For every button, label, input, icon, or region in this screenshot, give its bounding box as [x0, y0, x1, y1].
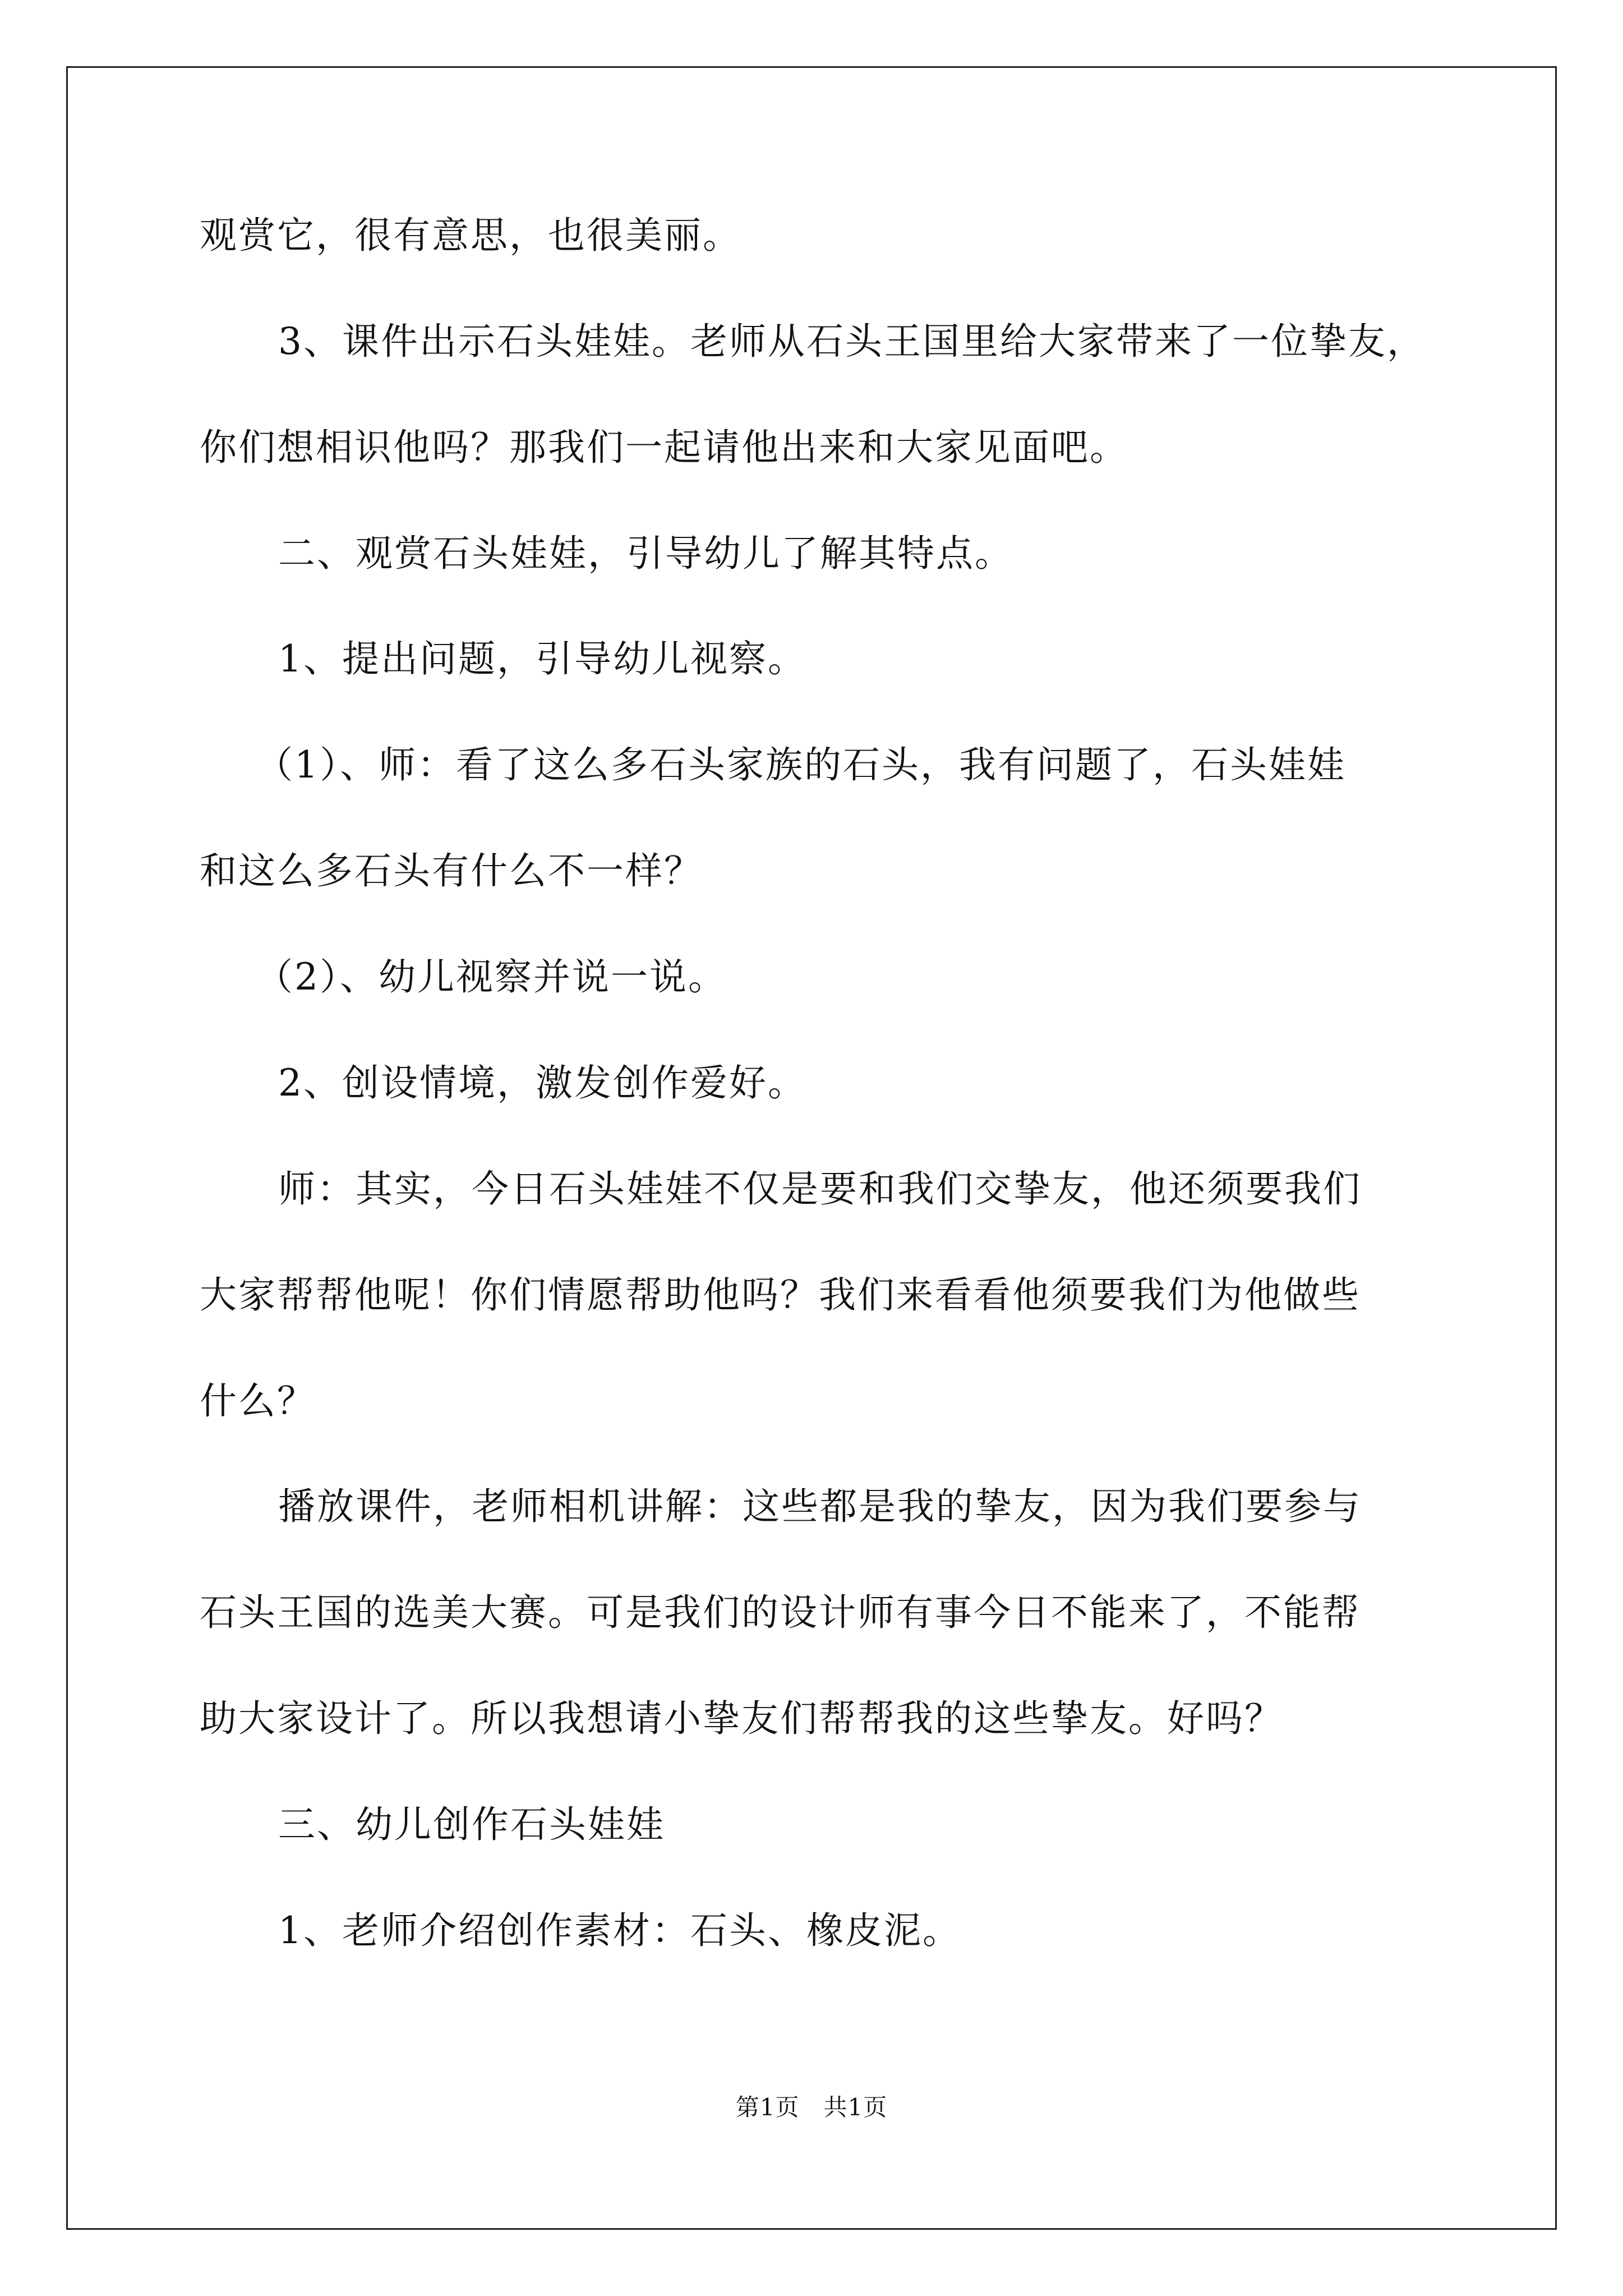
text-line: 1、老师介绍创作素材：石头、橡皮泥。 — [278, 1909, 961, 1952]
text-line: （1）、师：看了这么多石头家族的石头，我有问题了，石头娃娃 — [256, 743, 1346, 786]
text-line: 2、创设情境，激发创作爱好。 — [278, 1061, 806, 1105]
text-line: 3、课件出示石头娃娃。老师从石头王国里给大家带来了一位挚友， — [278, 320, 1426, 363]
text-line: 播放课件，老师相机讲解：这些都是我的挚友，因为我们要参与 — [278, 1485, 1362, 1528]
page-number-footer: 第1页 共1页 — [735, 2093, 888, 2121]
text-line: 1、提出问题，引导幼儿视察。 — [278, 637, 806, 680]
text-line: 什么？ — [200, 1379, 316, 1423]
text-line: 石头王国的选美大赛。可是我们的设计师有事今日不能来了，不能帮 — [200, 1591, 1361, 1634]
section-heading: 二、观赏石头娃娃，引导幼儿了解其特点。 — [278, 532, 1013, 575]
text-line: 观赏它，很有意思，也很美丽。 — [200, 214, 741, 257]
section-heading: 三、幼儿创作石头娃娃 — [278, 1803, 665, 1846]
text-line: 你们想相识他吗？那我们一起请他出来和大家见面吧。 — [200, 426, 1128, 469]
text-line: 大家帮帮他呢！你们情愿帮助他吗？我们来看看他须要我们为他做些 — [200, 1273, 1361, 1317]
text-line: 师：其实，今日石头娃娃不仅是要和我们交挚友，他还须要我们 — [278, 1167, 1362, 1211]
text-line: （2）、幼儿视察并说一说。 — [256, 955, 727, 999]
text-line: 助大家设计了。所以我想请小挚友们帮帮我的这些挚友。好吗？ — [200, 1697, 1283, 1740]
text-line: 和这么多石头有什么不一样？ — [200, 849, 703, 892]
page-border — [66, 66, 1557, 2230]
